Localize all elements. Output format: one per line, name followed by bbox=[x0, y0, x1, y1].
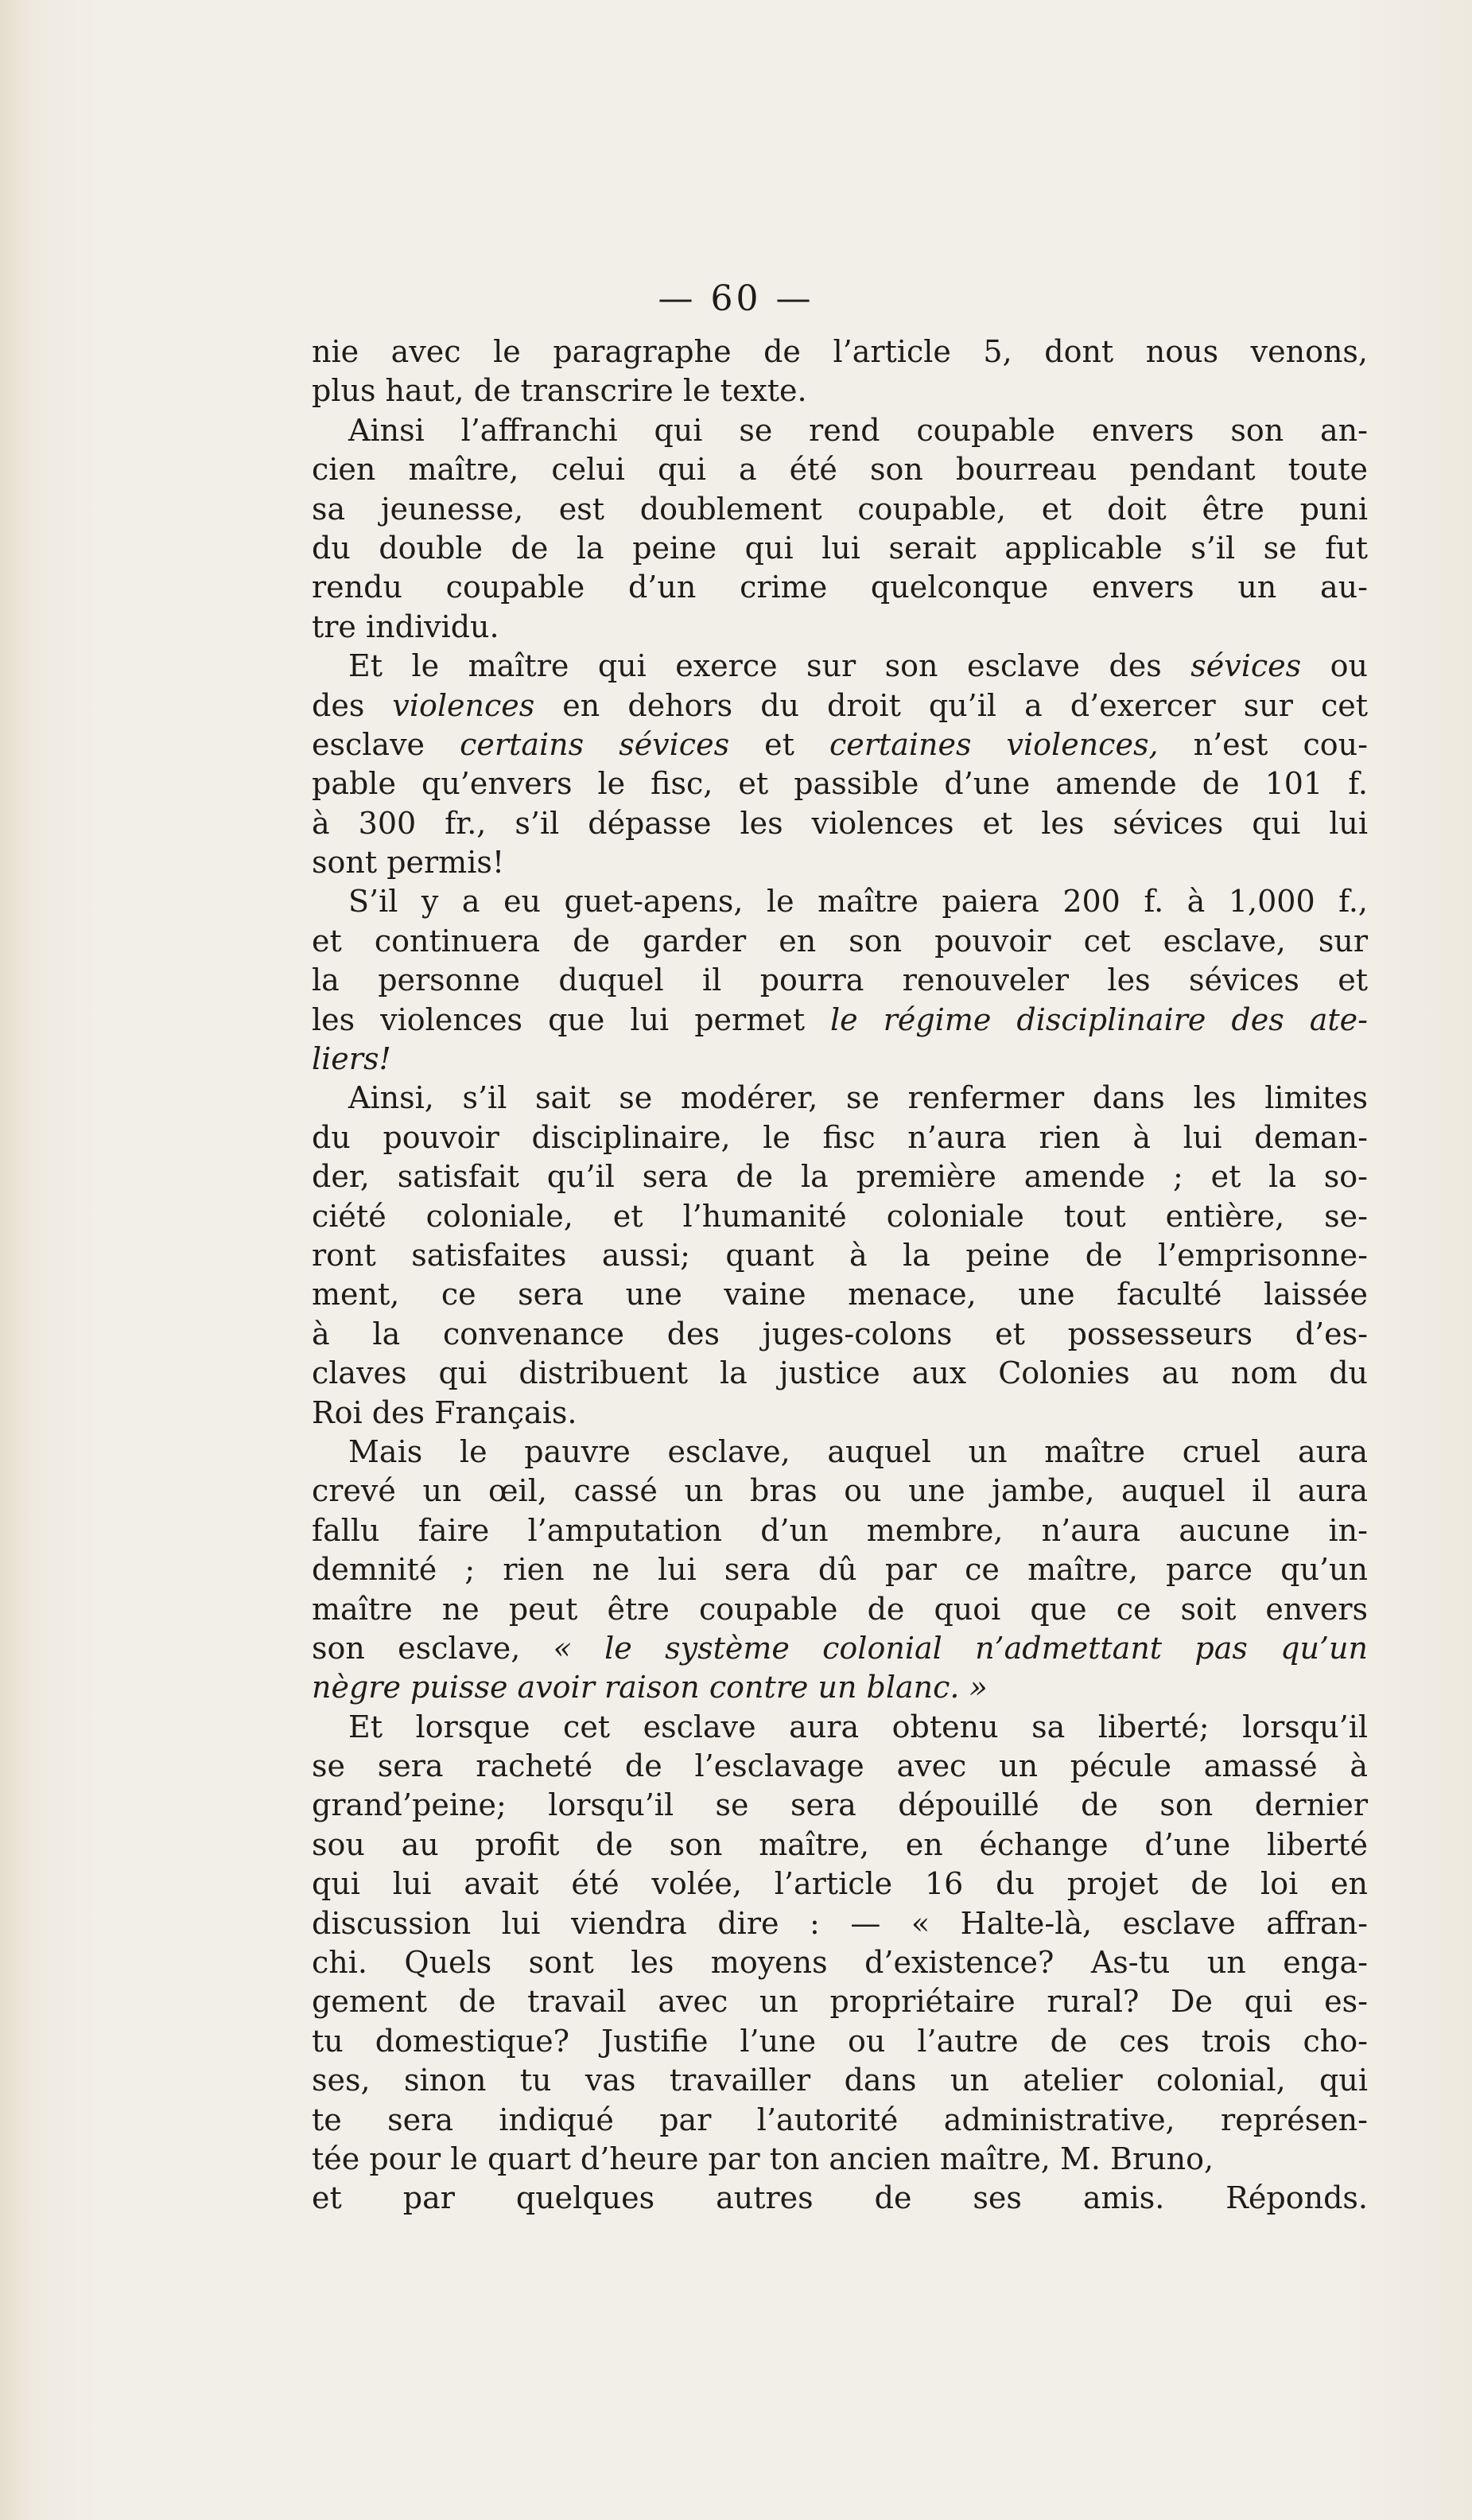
text-run: tée pour le quart d’heure par ton ancien maître, M. Bruno, bbox=[312, 2141, 1214, 2176]
text-run: tre individu. bbox=[312, 609, 499, 644]
text-line bbox=[312, 490, 1368, 529]
italic-text: le régime disciplinaire des ate- bbox=[830, 1001, 1368, 1037]
text-line bbox=[312, 804, 1368, 843]
text-line bbox=[312, 450, 1368, 489]
text-line bbox=[312, 2061, 1368, 2100]
text-run: les violences que lui permet bbox=[312, 1001, 831, 1037]
text-run: grand’peine; lorsqu’il se sera dépouillé de son dernier bbox=[312, 1787, 1368, 1823]
text-run: à la convenance des juges-colons et possesseurs d’es- bbox=[312, 1316, 1368, 1351]
text-run: demnité ; rien ne lui sera dû par ce maître, parce qu’un bbox=[312, 1552, 1368, 1588]
text-line bbox=[312, 1943, 1368, 1982]
text-run: ment, ce sera une vaine menace, une faculté laissée bbox=[312, 1277, 1368, 1312]
text-run: se sera racheté de l’esclavage avec un pécule amassé à bbox=[312, 1748, 1368, 1784]
text-line bbox=[312, 1157, 1368, 1196]
text-line bbox=[312, 2101, 1368, 2140]
text-run: et par quelques autres de ses amis. Réponds. bbox=[312, 2180, 1368, 2216]
text-line bbox=[312, 1433, 1368, 1472]
text-line bbox=[312, 1472, 1368, 1511]
text-line bbox=[312, 1040, 1368, 1079]
text-run: claves qui distribuent la justice aux Colonies au nom du bbox=[312, 1355, 1368, 1391]
text-run: sa jeunesse, est doublement coupable, et doit être puni bbox=[312, 491, 1368, 527]
text-run: du pouvoir disciplinaire, le fisc n’aura rien à lui deman- bbox=[312, 1119, 1368, 1155]
italic-text: certaines violences, bbox=[829, 726, 1159, 762]
page-number: — 60 — bbox=[658, 278, 814, 319]
text-line bbox=[312, 1394, 1368, 1433]
text-run: ses, sinon tu vas travailler dans un atelier colonial, qui bbox=[312, 2063, 1368, 2098]
text-run: son esclave, bbox=[312, 1630, 553, 1666]
text-run: Ainsi l’affranchi qui se rend coupable envers son an- bbox=[348, 412, 1368, 448]
text-run: plus haut, de transcrire le texte. bbox=[312, 373, 807, 409]
text-run: sou au profit de son maître, en échange d’une liberté bbox=[312, 1826, 1368, 1862]
text-run: tu domestique? Justifie l’une ou l’autre de ces trois cho- bbox=[312, 2023, 1368, 2059]
text-run: maître ne peut être coupable de quoi que ce soit envers bbox=[312, 1591, 1368, 1627]
text-line bbox=[312, 647, 1368, 686]
text-line bbox=[312, 764, 1368, 803]
text-run: Roi des Français. bbox=[312, 1394, 577, 1430]
text-run: du double de la peine qui lui serait applicable s’il se fut bbox=[312, 530, 1368, 566]
text-line bbox=[312, 332, 1368, 371]
text-line bbox=[312, 1315, 1368, 1354]
text-run: der, satisfait qu’il sera de la première amende ; et la so- bbox=[312, 1159, 1368, 1195]
text-line bbox=[312, 1275, 1368, 1314]
text-run: Et lorsque cet esclave aura obtenu sa liberté; lorsqu’il bbox=[348, 1709, 1368, 1744]
text-line bbox=[312, 882, 1368, 921]
text-line bbox=[312, 686, 1368, 725]
text-run: cien maître, celui qui a été son bourreau pendant toute bbox=[312, 452, 1368, 488]
text-line bbox=[312, 1826, 1368, 1865]
text-line bbox=[312, 1708, 1368, 1747]
text-line bbox=[312, 2140, 1368, 2179]
text-run: Ainsi, s’il sait se modérer, se renfermer dans les limites bbox=[348, 1080, 1368, 1116]
text-line bbox=[312, 411, 1368, 450]
text-line bbox=[312, 1865, 1368, 1904]
text-run: chi. Quels sont les moyens d’existence? As-tu un enga- bbox=[312, 1945, 1368, 1981]
text-line bbox=[312, 1079, 1368, 1118]
text-line bbox=[312, 2179, 1368, 2218]
text-run: pable qu’envers le fisc, et passible d’une amende de 101 f. bbox=[312, 766, 1368, 802]
text-line bbox=[312, 1904, 1368, 1943]
text-line bbox=[312, 961, 1368, 1000]
text-line bbox=[312, 1001, 1368, 1040]
text-run: fallu faire l’amputation d’un membre, n’aura aucune in- bbox=[312, 1512, 1368, 1548]
text-run: Et le maître qui exerce sur son esclave des bbox=[348, 648, 1191, 684]
text-run: discussion lui viendra dire : — « Halte-là, esclave affran- bbox=[312, 1905, 1368, 1941]
text-run: ciété coloniale, et l’humanité coloniale tout entière, se- bbox=[312, 1198, 1368, 1234]
text-line bbox=[312, 1236, 1368, 1275]
text-run: en dehors du droit qu’il a d’exercer sur cet bbox=[534, 687, 1368, 723]
text-run: et bbox=[729, 726, 829, 762]
text-run: sont permis! bbox=[312, 845, 505, 881]
body-text bbox=[312, 332, 1368, 2219]
text-run: te sera indiqué par l’autorité administrative, représen- bbox=[312, 2102, 1368, 2137]
text-line bbox=[312, 1982, 1368, 2021]
text-run: n’est cou- bbox=[1158, 726, 1368, 762]
italic-text: « le système colonial n’admettant pas qu’un bbox=[553, 1630, 1368, 1666]
text-run: et continuera de garder en son pouvoir cet esclave, sur bbox=[312, 923, 1368, 959]
text-line bbox=[312, 1747, 1368, 1786]
text-run: qui lui avait été volée, l’article 16 du projet de loi en bbox=[312, 1866, 1368, 1902]
text-run: la personne duquel il pourra renouveler les sévices et bbox=[312, 962, 1368, 998]
italic-text: liers! bbox=[312, 1041, 391, 1077]
text-run: à 300 fr., s’il dépasse les violences et les sévices qui lui bbox=[312, 805, 1368, 841]
italic-text: nègre puisse avoir raison contre un blanc. » bbox=[312, 1670, 988, 1705]
text-run: S’il y a eu guet-apens, le maître paiera 200 f. à 1,000 f., bbox=[348, 884, 1368, 920]
text-line bbox=[312, 1118, 1368, 1157]
text-run: esclave bbox=[312, 726, 460, 762]
text-line bbox=[312, 608, 1368, 647]
text-line bbox=[312, 1197, 1368, 1236]
text-line bbox=[312, 1511, 1368, 1550]
text-run: gement de travail avec un propriétaire rural? De qui es- bbox=[312, 1984, 1368, 2020]
text-line bbox=[312, 843, 1368, 882]
text-run: crevé un œil, cassé un bras ou une jambe, auquel il aura bbox=[312, 1473, 1368, 1509]
text-run: ou bbox=[1301, 648, 1368, 684]
text-run: rendu coupable d’un crime quelconque envers un au- bbox=[312, 570, 1368, 605]
text-line bbox=[312, 2022, 1368, 2061]
italic-text: sévices bbox=[1190, 648, 1302, 684]
text-line bbox=[312, 1354, 1368, 1393]
text-line bbox=[312, 1668, 1368, 1707]
text-line bbox=[312, 725, 1368, 764]
italic-text: violences bbox=[392, 687, 535, 723]
text-run: nie avec le paragraphe de l’article 5, dont nous venons, bbox=[312, 334, 1368, 369]
text-run: ront satisfaites aussi; quant à la peine de l’emprisonne- bbox=[312, 1237, 1368, 1273]
text-line bbox=[312, 1629, 1368, 1668]
text-line bbox=[312, 568, 1368, 607]
text-line bbox=[312, 371, 1368, 410]
italic-text: certains sévices bbox=[460, 726, 730, 762]
text-line bbox=[312, 1590, 1368, 1629]
text-line bbox=[312, 922, 1368, 961]
text-line bbox=[312, 1550, 1368, 1589]
text-line bbox=[312, 529, 1368, 568]
text-run: Mais le pauvre esclave, auquel un maître cruel aura bbox=[348, 1433, 1368, 1469]
text-run: des bbox=[312, 687, 393, 723]
text-line bbox=[312, 1786, 1368, 1825]
